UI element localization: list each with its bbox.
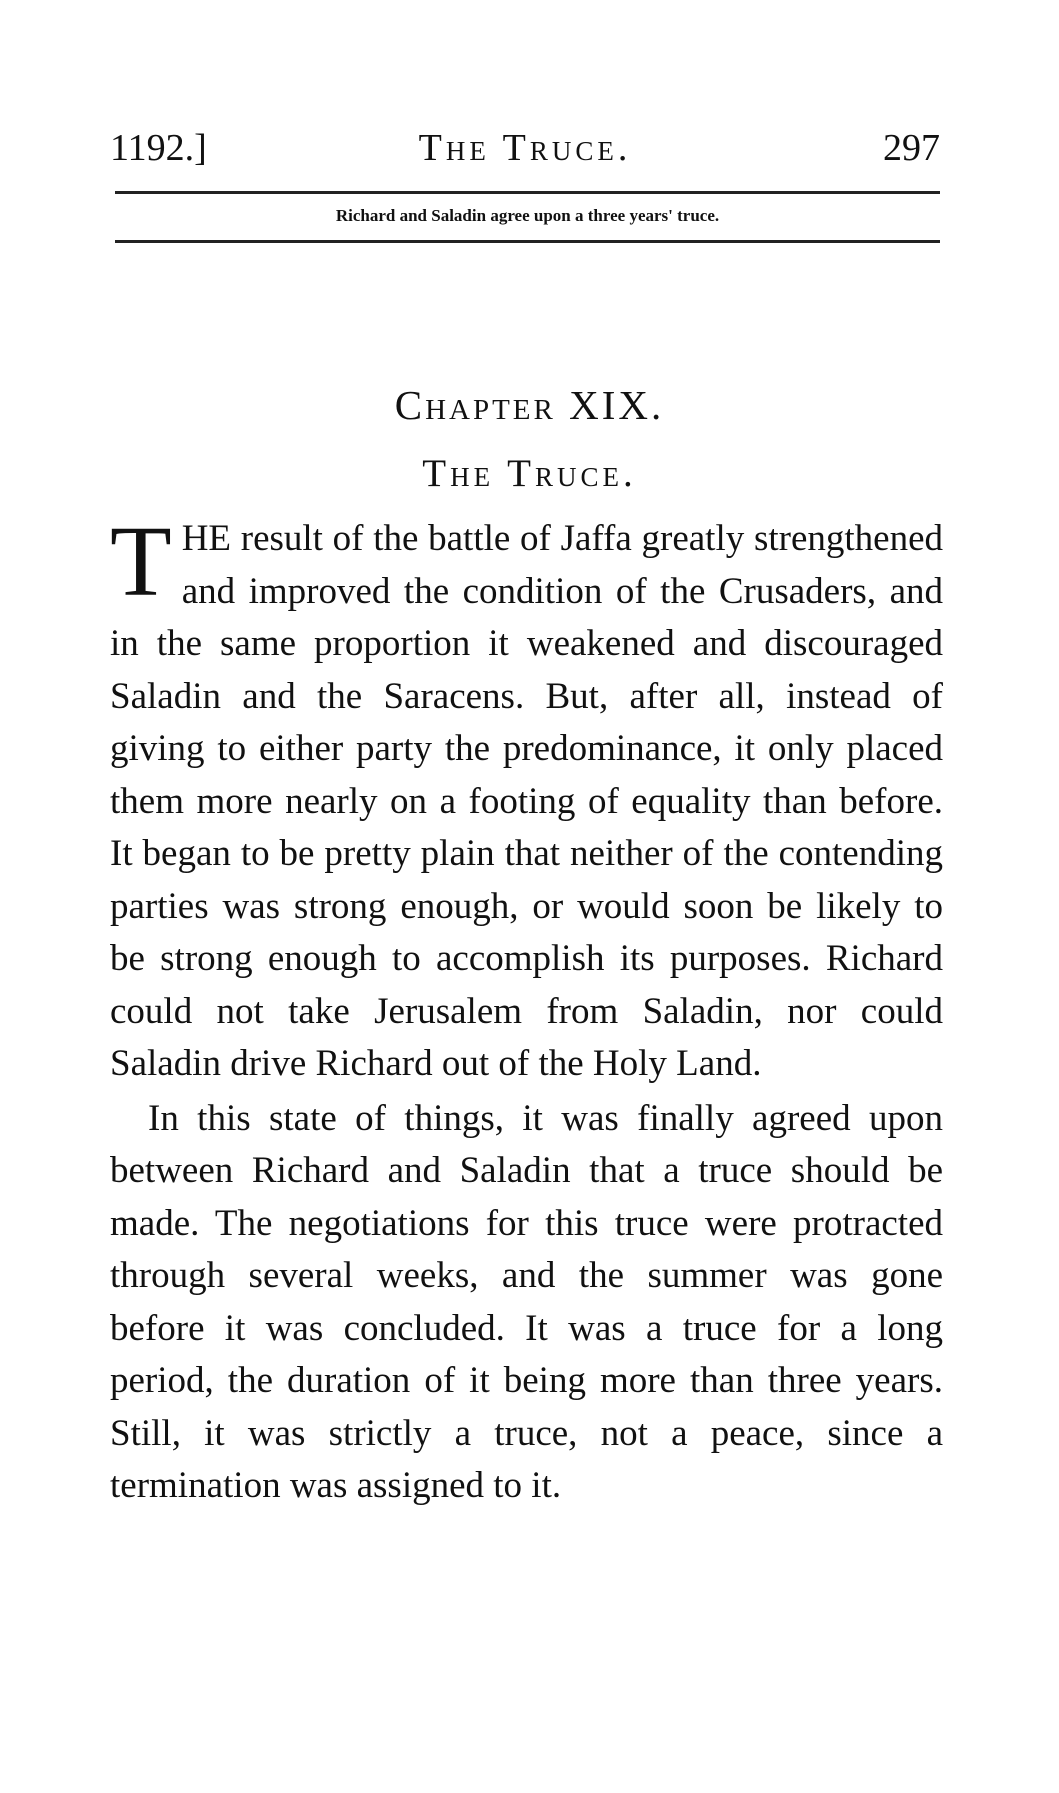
body-text (110, 505, 943, 1513)
side-note: Richard and Saladin agree upon a three years' truce. (335, 206, 720, 225)
paragraph-1-text: HE result of the battle of Jaffa greatly strengthened and improved the condition of the Crusaders, and in the same proportion it weakened and discouraged Saladin and the Saracens. But, after all, instead of giving to either party the predominance, it only placed them more nearly on a footing of equality than before. It began to be pretty plain that neither of the contending parties was strong enough, or would soon be likely to be strong enough to accomplish its purposes. Richard could not take Jerusalem from Saladin, nor could Saladin drive Richard out of the Holy Land. (110, 518, 943, 1084)
running-head-title: The Truce. (418, 127, 632, 169)
paragraph-1 (110, 505, 943, 1091)
paragraph-2: In this state of things, it was finally agreed upon between Richard and Saladin that a truce should be made. The negotiations for this truce were protracted through several weeks, and the summer was gone before it was concluded. It was a truce for a long period, the duration of it being more than three years. Still, it was strictly a truce, not a peace, since a termination was assigned to it. (110, 1097, 943, 1506)
running-head-year: 1192.] (110, 127, 207, 169)
running-head (110, 118, 940, 178)
drop-cap: T (110, 505, 172, 617)
page-number: 297 (883, 127, 940, 169)
chapter-number: Chapter XIX. (394, 382, 665, 428)
chapter-title: The Truce. (422, 452, 637, 495)
top-rule (115, 191, 940, 194)
bottom-rule (115, 240, 940, 243)
